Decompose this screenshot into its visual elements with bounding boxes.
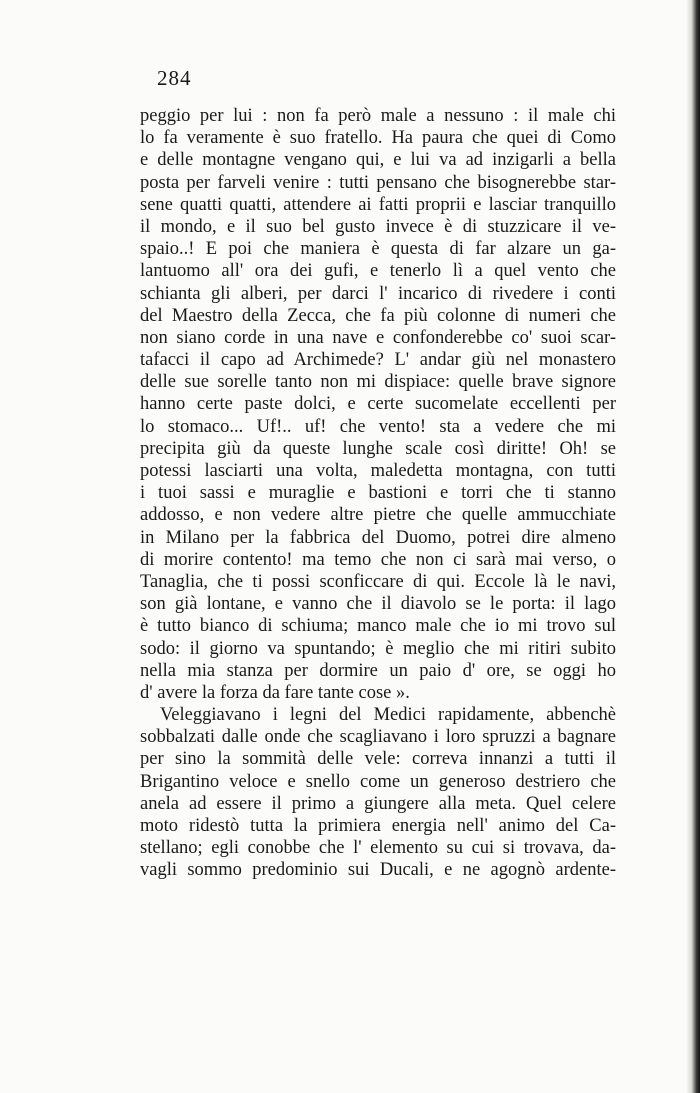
text-line: schianta gli alberi, per darci l' incarico di rivedere i conti: [140, 283, 616, 304]
text-line: lo stomaco... Uf!.. uf! che vento! sta a vedere che mi: [140, 416, 616, 437]
text-line: Brigantino veloce e snello come un generoso destriero che: [140, 771, 616, 792]
text-line: precipita giù da queste lunghe scale così diritte! Oh! se: [140, 438, 616, 459]
text-line: tafacci il capo ad Archimede? L' andar giù nel monastero: [140, 350, 616, 371]
text-line: è tutto bianco di schiuma; manco male che io mi trovo sul: [140, 616, 616, 637]
text-line: il mondo, e il suo bel gusto invece è di stuzzicare il ve-: [140, 216, 616, 237]
page-edge-shadow: [686, 0, 700, 1093]
text-line: stellano; egli conobbe che l' elemento su cui si trovava, da-: [140, 838, 616, 859]
text-line: in Milano per la fabbrica del Duomo, potrei dire almeno: [140, 527, 616, 548]
text-line: sene quatti quatti, attendere ai fatti proprii e lasciar tranquillo: [140, 194, 616, 215]
text-line: non siano corde in una nave e confonderebbe co' suoi scar-: [140, 327, 616, 348]
text-line: son già lontane, e vanno che il diavolo se le porta: il lago: [140, 594, 616, 615]
text-line: del Maestro della Zecca, che fa più colonne di numeri che: [140, 305, 616, 326]
text-line: di morire contento! ma temo che non ci sarà mai verso, o: [140, 549, 616, 570]
text-line: d' avere la forza da fare tante cose ».: [140, 682, 410, 703]
text-line: e delle montagne vengano qui, e lui va ad inzigarli a bella: [140, 150, 616, 171]
text-line: nella mia stanza per dormire un paio d' ore, se oggi ho: [140, 660, 616, 681]
text-line: i tuoi sassi e muraglie e bastioni e torri che ti stanno: [140, 483, 616, 504]
text-line: lo fa veramente è suo fratello. Ha paura che quei di Como: [140, 128, 616, 149]
text-line: delle sue sorelle tanto non mi dispiace: quelle brave signore: [140, 372, 616, 393]
text-line: addosso, e non vedere altre pietre che quelle ammucchiate: [140, 505, 616, 526]
text-line: peggio per lui : non fa però male a nessuno : il male chi: [140, 106, 616, 126]
text-line: posta per farveli venire : tutti pensano che bisognerebbe star-: [140, 172, 616, 193]
text-line: vagli sommo predominio sui Ducali, e ne agognò ardente-: [140, 860, 616, 881]
body-text: [140, 105, 616, 882]
text-line: spaio..! E poi che maniera è questa di far alzare un ga-: [140, 239, 616, 260]
text-line: Tanaglia, che ti possi sconficcare di qui. Eccole là le navi,: [140, 571, 616, 592]
page-number: 284: [157, 66, 192, 90]
text-line: moto ridestò tutta la primiera energia nell' animo del Ca-: [140, 816, 616, 836]
text-line: lantuomo all' ora dei gufi, e tenerlo lì a quel vento che: [140, 261, 616, 282]
text-line: sobbalzati dalle onde che scagliavano i loro spruzzi a bagnare: [140, 727, 616, 748]
text-line: anela ad essere il primo a giungere alla meta. Quel celere: [140, 793, 616, 814]
paragraph-start-line: Veleggiavano i legni del Medici rapidamente, abbenchè: [160, 705, 616, 726]
text-line: potessi lasciarti una volta, maledetta montagna, con tutti: [140, 461, 616, 481]
text-line: hanno certe paste dolci, e certe sucomelate eccellenti per: [140, 394, 616, 415]
text-line: sodo: il giorno va spuntando; è meglio che mi ritiri subito: [140, 638, 616, 659]
text-line: per sino la sommità delle vele: correva innanzi a tutti il: [140, 749, 616, 770]
